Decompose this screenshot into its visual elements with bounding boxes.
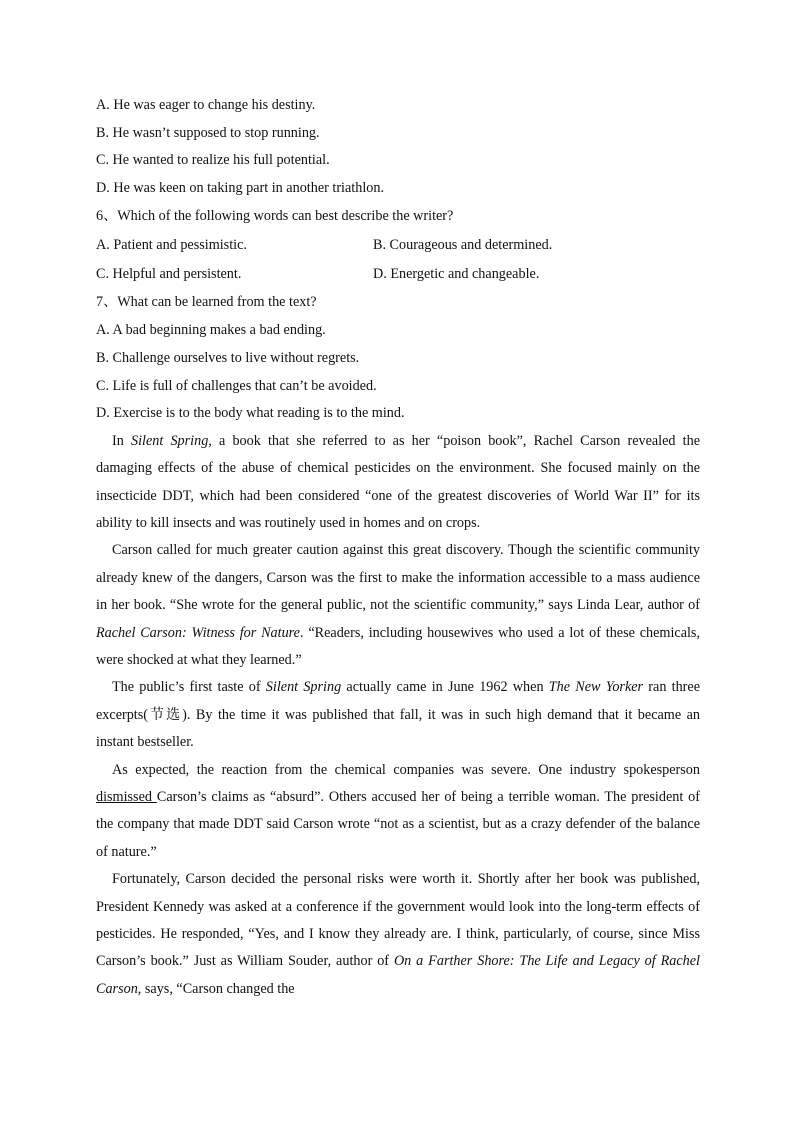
book-title-witness-for-nature: Rachel Carson: Witness for Nature [96,624,300,641]
q7-option-c[interactable]: C. Life is full of challenges that can’t be avoided. [96,377,377,394]
q7-option-b[interactable]: B. Challenge ourselves to live without regrets. [96,349,360,366]
p1-text-a: In [112,432,131,449]
q5-option-b[interactable]: B. He wasn’t supposed to stop running. [96,124,320,141]
q6-option-b[interactable]: B. Courageous and determined. [373,237,553,254]
p5-text-b: , says, “Carson changed the [137,980,295,997]
underlined-word-dismissed: dismissed [96,789,157,806]
passage-paragraph-4 [96,757,700,867]
q6-option-c[interactable]: C. Helpful and persistent. [96,265,242,282]
book-title-silent-spring-2: Silent Spring [265,679,342,696]
q7-option-d[interactable]: D. Exercise is to the body what reading is to the mind. [96,405,405,422]
passage-paragraph-3 [96,674,700,756]
p2-text-b: . “Readers, including housewives who used a lot of these chemicals, were shocked at what they learned.” [96,624,701,668]
p4-text-b: Carson’s claims as “absurd”. Others accused her of being a terrible woman. The president of the company that made DDT said Carson wrote “not as a scientist, but as a crazy defender of the balance of nature.” [96,789,700,860]
question-6: 6、Which of the following words can best describe the writer? [96,208,454,225]
q5-option-a[interactable]: A. He was eager to change his destiny. [96,97,316,113]
p4-text-a: As expected, the reaction from the chemical companies was severe. One industry spokesperson [112,761,700,778]
p3-text-c: ran three excerpts(节选). By the time it was published that fall, it was in such high demand that it became an instant bestseller. [96,679,700,751]
p2-text-a: Carson called for much greater caution against this great discovery. Though the scientific community already knew of the dangers, Carson was the first to make the information accessible to a mass audience in her book. “She wrote for the general public, not the scientific community,” says Linda Lear, author of [96,542,700,614]
q6-option-a[interactable]: A. Patient and pessimistic. [96,237,247,254]
question-7: 7、What can be learned from the text? [96,294,317,311]
q5-option-c[interactable]: C. He wanted to realize his full potential. [96,152,330,169]
passage-paragraph-5 [96,866,700,1003]
q5-option-d[interactable]: D. He was keen on taking part in another triathlon. [96,179,385,196]
q6-option-d[interactable]: D. Energetic and changeable. [373,265,540,282]
q7-option-a[interactable]: A. A bad beginning makes a bad ending. [96,322,326,339]
question-5-options [96,92,700,202]
q6-options-row-2 [96,260,700,289]
p3-text-a: The public’s first taste of [112,679,266,696]
passage-paragraph-2 [96,537,700,674]
p3-text-b: actually came in June 1962 when [341,679,549,696]
q6-options-row-1 [96,231,700,260]
passage-paragraph-1 [96,428,700,538]
book-title-on-a-farther-shore: On a Farther Shore: The Life and Legacy of Rachel Carson [96,953,700,997]
reading-passage [96,428,700,1004]
magazine-title-new-yorker: The New Yorker [548,679,644,696]
p5-text-a: Fortunately, Carson decided the personal risks were worth it. Shortly after her book was published, President Kennedy was asked at a conference if the government would look into the long-term effects of pesticides. He responded, “Yes, and I know they already are. I think, particularly, of course, since Miss Carson’s book.” Just as William Souder, author of [96,871,700,970]
p1-text-b: a book that she referred to as her “poison book”, Rachel Carson revealed the damaging effects of the abuse of chemical pesticides on the environment. She focused mainly on the insecticide DDT, which had been considered “one of the greatest discoveries of World War II” for its ability to kill insects and was routinely used in homes and on crops. [96,432,700,531]
book-title-silent-spring: Silent Spring, [130,432,212,449]
document-page [96,92,700,1003]
